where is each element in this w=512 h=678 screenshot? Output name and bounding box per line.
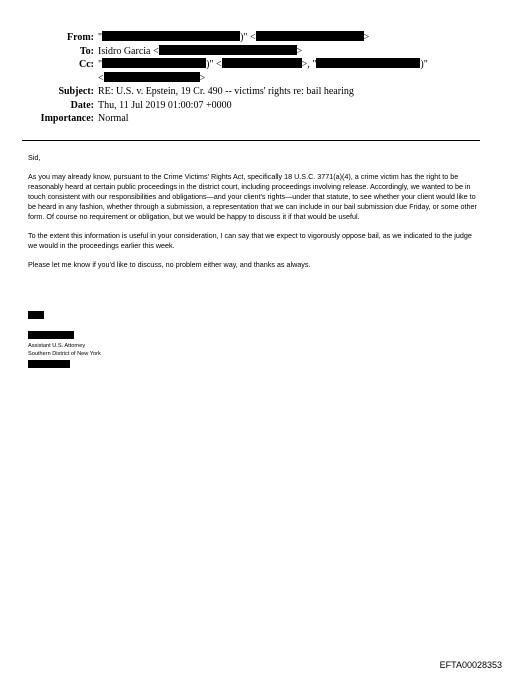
email-body bbox=[28, 153, 478, 279]
from-value: " )" < > bbox=[98, 32, 370, 43]
from-label: From: bbox=[66, 32, 94, 43]
date-label: Date: bbox=[70, 99, 94, 111]
signature-contact-redaction bbox=[28, 360, 70, 368]
bates-number: EFTA00028353 bbox=[439, 660, 502, 670]
subject-label: Subject: bbox=[58, 86, 94, 97]
body-paragraph-3: Please let me know if you'd like to discuss, no problem either way, and thanks as always. bbox=[28, 260, 311, 269]
to-value: Isidro Garcia < > bbox=[98, 45, 303, 57]
redaction-box bbox=[316, 58, 420, 68]
subject-row bbox=[24, 85, 484, 99]
greeting: Sid, bbox=[28, 153, 41, 162]
redaction-box bbox=[102, 31, 240, 41]
redaction-box bbox=[104, 72, 200, 82]
redaction-box bbox=[159, 45, 297, 55]
redaction-box bbox=[102, 58, 206, 68]
importance-label: Importance: bbox=[40, 113, 94, 124]
importance-row bbox=[24, 112, 484, 126]
body-paragraph-1: As you may already know, pursuant to the Crime Victims' Rights Act, specifically 18 U.S.C. 3771(a)(4), a crime victim has the right to be reasonably heard at certain public proceedings in the district court, including proceedings involving release. Accordingly, we wanted to be in touch consistent with our responsibilities and obligations—and your client's rights—under that statute, to see whether your client would like to be heard in any fashion, whether through a submission, a representation that we can include in our bail submission due Friday, or some other form. Of course no requirement or obligation, but we would be happy to discuss it if that would be useful. bbox=[28, 172, 477, 221]
cc-row bbox=[24, 58, 484, 72]
signature-block bbox=[28, 342, 101, 358]
signature-initials-redaction bbox=[28, 311, 44, 319]
signature-name-redaction bbox=[28, 331, 74, 339]
redaction-box bbox=[256, 31, 364, 41]
to-row bbox=[24, 45, 484, 59]
cc-row-continued bbox=[24, 72, 484, 86]
importance-value: Normal bbox=[98, 113, 129, 124]
redaction-box bbox=[222, 58, 302, 68]
email-header bbox=[24, 31, 484, 126]
cc-value: " )" < >, " )" bbox=[98, 59, 428, 70]
cc-value-continued: < > bbox=[98, 72, 206, 84]
date-value: Thu, 11 Jul 2019 01:00:07 +0000 bbox=[98, 99, 232, 111]
cc-label: Cc: bbox=[79, 59, 94, 70]
body-paragraph-2: To the extent this information is useful in your consideration, I can say that we expect to vigorously oppose bail, as we indicated to the judge we would in the proceedings earlier this week. bbox=[28, 231, 472, 250]
date-row bbox=[24, 99, 484, 113]
from-row bbox=[24, 31, 484, 45]
header-divider bbox=[22, 140, 480, 141]
signature-title: Assistant U.S. Attorney bbox=[28, 343, 86, 349]
signature-office: Southern District of New York bbox=[28, 351, 101, 357]
to-label: To: bbox=[79, 45, 94, 57]
subject-value: RE: U.S. v. Epstein, 19 Cr. 490 -- victims' rights re: bail hearing bbox=[98, 86, 354, 97]
